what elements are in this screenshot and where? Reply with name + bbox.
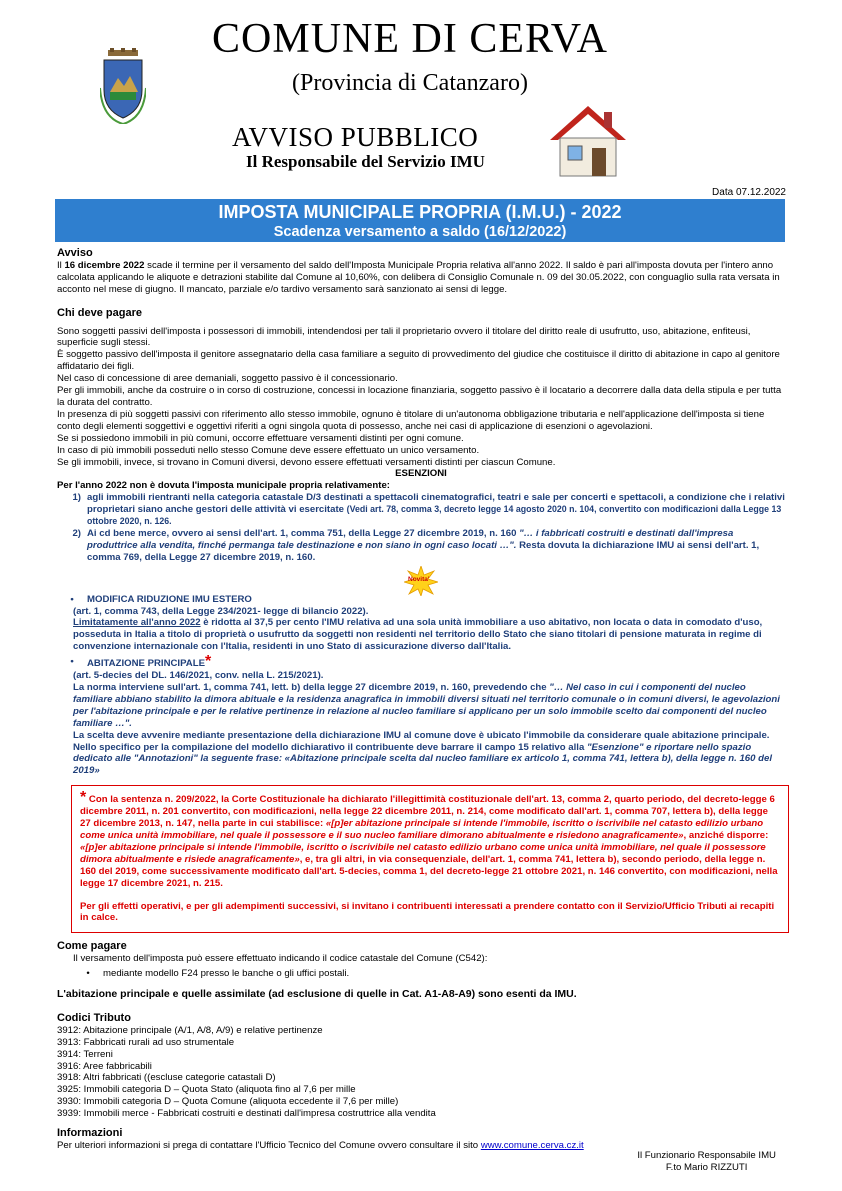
sentenza-quote-2: «[p]er abitazione principale si intende l'immobile, iscritto o iscrivibile nel catasto edilizio urbano come unica unità immobiliare, nel quale il possessore dimora abitualmente e risiede anagraficamente» [80,841,766,865]
asterisk-mark: * [204,653,212,671]
estero-text-underlined: Limitatamente all'anno 2022 [73,617,201,629]
responsible-heading: Il Responsabile del Servizio IMU [246,152,485,171]
main-content [57,248,785,1152]
esenzione-2-note: Resta dovuta la dichiarazione IMU ai sensi dell'art. 1, comma 769, della Legge 27 dicembre 2019, n. 160. [87,539,760,563]
esenzione-item-2 [57,528,785,564]
signature-role: Il Funzionario Responsabile IMU [637,1150,776,1161]
esenzione-1-ref: (Vedi art. 78, comma 3, decreto legge 14 agosto 2020 n. 104, convertito con modificazioni dalla Legge 13 ottobre 2020, n. 126. [87,504,782,527]
codici-list [57,1025,785,1120]
esenzione-2-text: Ai cd bene merce, ovvero ai sensi dell'art. 1, comma 751, della Legge 27 dicembre 2019, n. 160 [87,527,520,539]
avviso-text-c: scade il termine per il versamento del saldo dell'Imposta Municipale Propria relativa all'anno 2022. Il saldo è pari all'imposta dovuta per l'intero anno calcolata applicando le aliquote e detrazioni stabilite dal Comune al 10,60%, con delibera di Consiglio Comunale n. 09 del 30.05.2022, con conguaglio sulla rata versata in acconto nel mese di giugno. Il mancato, parziale e/o tardivo versamento sarà sanzionato ai sensi di legge. [57,259,780,295]
sentenza-text: Con la sentenza n. 209/2022, la Corte Costituzionale ha dichiarato l'illegittimità costituzionale dell'art. 13, comma 2, quarto periodo, del decreto-legge 6 dicembre 2011, n. 201 convertito, con modificazioni, nella legge 22 dicembre 2011, n. 214, come modificato dall'art. 1, comma 707, lettera b), della legge 27 dicembre 2013, n. 147, nella parte in cui stabilisce: [80,794,775,830]
abitazione-text-a: La norma interviene sull'art. 1, comma 741, lett. b) della legge 27 dicembre 2019, n. 160, prevedendo che [73,682,550,693]
estero-text-body: è ridotta al 37,5 per cento l'IMU relativa ad una sola unità immobiliare a uso abitativo, non locata o data in comodato d'uso, posseduta in Italia a titolo di proprietà o usufrutto da soggetti non residenti nel territorio dello Stato che siano titolari di pensione maturata in regime di convenzione internazionale con l'Italia, residenti in uno Stato di assicurazione diverso dall'Italia. [73,617,763,653]
abitazione-quote: "… Nel caso in cui i componenti del nucleo familiare abbiano stabilito la dimora abituale e la residenza anagrafica in immobili diversi situati nel territorio comunale o in comuni diversi, le agevolazioni per l'abitazione principale e per le relative pertinenze in relazione al nucleo familiare si applicano per un solo immobile scelto dai componenti del nucleo familiare …". [73,682,780,729]
abitazione-ref: (art. 5-decies del DL. 146/2021, conv. nella L. 215/2021). [73,670,324,682]
codice-item: 3916: Aree fabbricabili [57,1060,152,1072]
esenzione-2-quote: "… i fabbricati costruiti e destinati dall'impresa produttrice alla vendita, finché permanga tale destinazione e non siano in ogni caso locati …". [87,527,734,551]
esenzione-1-text: agli immobili rientranti nella categoria catastale D/3 destinati a spettacoli cinematografici, teatri e sale per concerti e spettacoli, a condizione che i relativi proprietari siano anche gestori delle attività vi esercitate [87,492,785,516]
sentenza-paragraph [80,789,780,889]
deadline-date: 16 dicembre 2022 [64,259,145,271]
estero-item: • MODIFICA RIDUZIONE IMU ESTERO [70,593,252,605]
abitazione-text2-a: La scelta deve avvenire mediante presentazione della dichiarazione IMU al comune dove è ubicato l'immobile da considerare quale abitazione principale. Nello specifico per la compilazione del modello dichiarativo il contribuente deve barrare il campo 15 relativo alla [73,729,770,753]
avviso-paragraph [57,260,785,296]
abitazione-item: • ABITAZIONE PRINCIPALE* [70,653,212,671]
banner-title: IMPOSTA MUNICIPALE PROPRIA (I.M.U.) - 2022 [218,202,622,222]
come-pagare-text: Il versamento dell'imposta può essere effettuato indicando il codice catastale del Comune (C542): [73,953,488,965]
province-subtitle: (Provincia di Catanzaro) [292,70,528,96]
website-link[interactable]: www.comune.cerva.cz.it [480,1140,584,1151]
chi-line: In presenza di più soggetti passivi con riferimento allo stesso immobile, ognuno è titolare di un'autonoma obbligazione tributaria e nell'applicazione dell'imposta si tiene conto degli elementi soggettivi e oggettivi riferiti a ogni singola quota di possesso, anche nei casi di applicazione di esenzioni o agevolazioni. [57,408,765,432]
estero-ref: (art. 1, comma 743, della Legge 234/2021- legge di bilancio 2022). [73,605,369,617]
coat-of-arms-icon [100,48,146,124]
page-title: COMUNE DI CERVA [212,16,608,62]
title-banner [55,199,785,242]
chi-deve-pagare-heading: Chi deve pagare [57,306,142,319]
item-number: 1) [72,492,81,504]
abitazione-body [57,670,785,777]
avviso-text-a: Il [57,259,65,271]
codici-heading: Codici Tributo [57,1011,131,1024]
abitazione-title: ABITAZIONE PRINCIPALE [87,658,205,670]
abitazione-text [73,682,785,730]
signature-name: F.to Mario RIZZUTI [665,1162,748,1173]
chi-line: Nel caso di concessione di aree demaniali, soggetto passivo è il concessionario. [57,373,398,385]
codice-item: 3930: Immobili categoria D – Quota Comune (aliquota eccedente il 7,6 per mille) [57,1096,399,1108]
esenzioni-intro: Per l'anno 2022 non è dovuta l'imposta municipale propria relativamente: [57,480,390,492]
sentenza-box [71,785,789,933]
informazioni-heading: Informazioni [57,1127,123,1140]
come-pagare-heading: Come pagare [57,940,127,953]
f24-text: mediante modello F24 presso le banche o gli uffici postali. [103,968,350,980]
chi-line: Se gli immobili, invece, si trovano in Comuni diversi, devono essere effettuati versamenti distinti per ciascun Comune. [57,456,556,468]
chi-line: Per gli immobili, anche da costruire o in corso di costruzione, concessi in locazione finanziaria, soggetto passivo è il locatario a decorrere dalla data della stipula e per tutta la durata del contratto. [57,385,782,408]
esenti-note: L'abitazione principale e quelle assimilate (ad esclusione di quelle in Cat. A1-A8-A9) sono esenti da IMU. [57,988,577,1001]
abitazione-text2-b: "Esenzione" e riportare nello spazio dedicato alle "Annotazioni" la seguente frase: «Abitazione principale scelta dal nucleo familiare ex articolo 1, comma 741, lettera b), della legge n. 160 del 2019» [73,741,773,777]
codice-item: 3918: Altri fabbricati ((escluse categorie catastali D) [57,1072,276,1084]
signature-block [637,1150,776,1174]
chi-deve-pagare-list [57,326,785,469]
novita-label: Novita' [408,576,430,583]
avviso-heading: Avviso [57,247,93,259]
sentenza-text-d: , e, tra gli altri, in via consequenziale, dell'art. 1, comma 741, lettera b), secondo periodo, della legge n. 160 del 2019, come successivamente modificato dall'art. 5-decies, comma 1, del decreto-legge 21 ottobre 2021, n. 146 convertito, con modificazioni, nella legge 17 dicembre 2021, n. 215. [80,853,778,889]
asterisk-mark: * [80,789,87,807]
codice-item: 3939: Immobili merce - Fabbricati costruiti e destinati dall'impresa costruttrice alla vendita [57,1108,436,1120]
informazioni-body: Per ulteriori informazioni si prega di contattare l'Ufficio Tecnico del Comune ovvero consultare il sito [57,1140,481,1151]
house-icon [548,104,628,178]
come-pagare-bullet: • mediante modello F24 presso le banche o gli uffici postali. [86,968,350,980]
codice-item: 3914: Terreni [57,1048,113,1060]
esenzioni-heading: ESENZIONI [395,468,447,480]
codice-item: 3912: Abitazione principale (A/1, A/8, A/9) e relative pertinenze [57,1024,323,1036]
abitazione-text-2 [73,730,785,778]
chi-line: Se si possiedono immobili in più comuni, occorre effettuare versamenti distinti per ogni comune. [57,432,464,444]
chi-line: In caso di più immobili posseduti nello stesso Comune deve essere effettuato un unico versamento. [57,444,480,456]
codice-item: 3925: Immobili categoria D – Quota Stato (aliquota fino al 7,6 per mille [57,1084,356,1096]
sentenza-contact: Per gli effetti operativi, e per gli adempimenti successivi, si invitano i contribuenti interessati a prendere contatto con il Servizio/Ufficio Tributi ai recapiti in calce. [80,900,775,924]
notice-date: Data 07.12.2022 [712,187,786,198]
chi-line: È soggetto passivo dell'imposta il genitore assegnatario della casa familiare a seguito di provvedimento del giudice che costituisce il diritto di abitazione in capo al genitore affidatario dei figli. [57,349,780,373]
sentenza-text-c: , anziché disporre: [683,829,769,841]
banner-subtitle: Scadenza versamento a saldo (16/12/2022) [273,224,567,240]
sentenza-quote-1: «[p]er abitazione principale si intende l'immobile, iscritto o iscrivibile nel catasto edilizio urbano come unica unità immobiliare, nel quale il possessore e il suo nucleo familiare dimorano abitualmente e risiedono anagraficamente» [80,818,764,841]
item-number: 2) [72,527,81,539]
estero-title: MODIFICA RIDUZIONE IMU ESTERO [87,593,252,605]
esenzione-item-1 [57,492,785,528]
estero-text [73,617,785,653]
estero-body [57,606,785,654]
chi-line: Sono soggetti passivi dell'imposta i possessori di immobili, intendendosi per tali il proprietario ovvero il titolare del diritto reale di usufrutto, uso, abitazione, enfiteusi, superficie sugli stessi. [57,325,751,349]
codice-item: 3913: Fabbricati rurali ad uso strumentale [57,1036,235,1048]
notice-heading: AVVISO PUBBLICO [232,122,479,152]
